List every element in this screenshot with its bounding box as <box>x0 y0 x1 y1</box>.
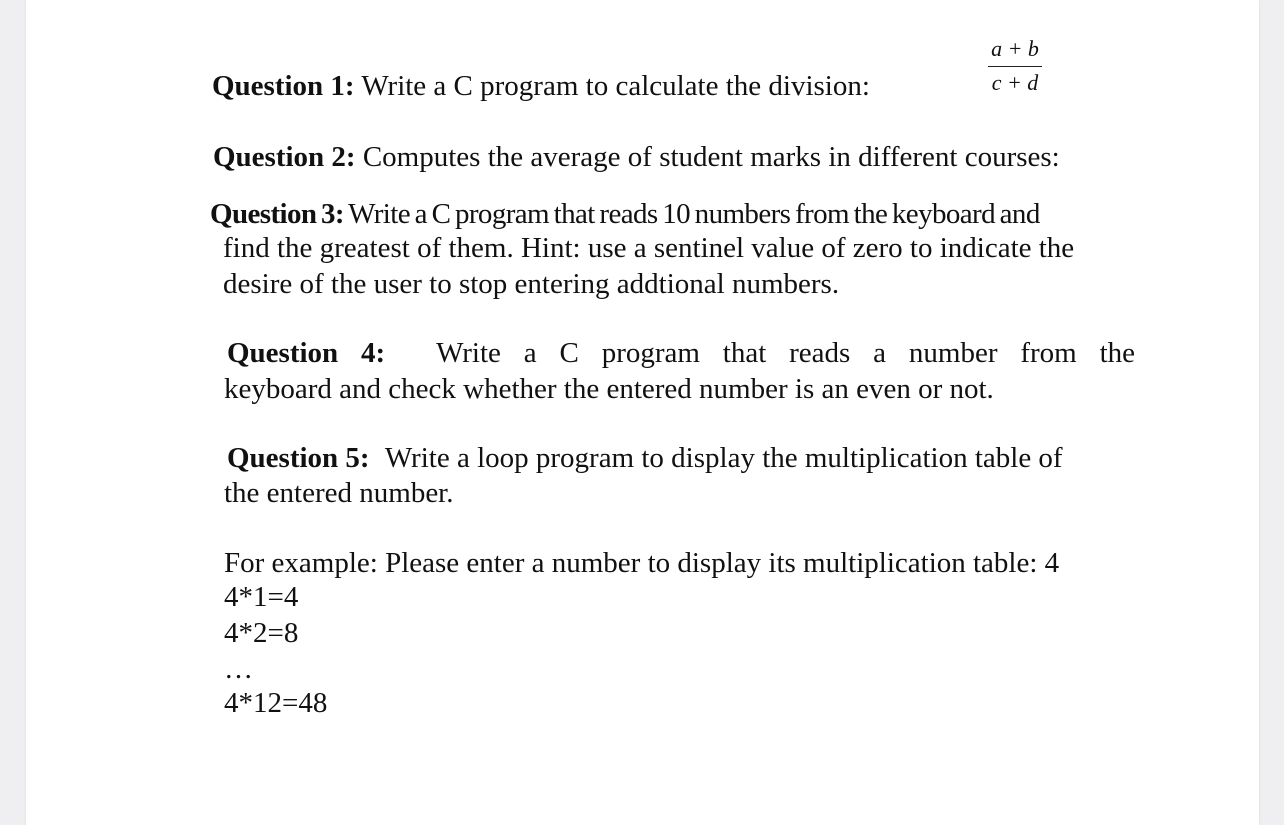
question-1 <box>212 69 870 103</box>
example-ellipsis: … <box>224 653 253 685</box>
fraction-denominator: c + d <box>991 70 1039 95</box>
question-4-text-line-1: Write a C program that reads a number from the <box>436 337 1135 369</box>
question-2 <box>213 140 1060 174</box>
example-row: 4*2=8 <box>224 617 299 649</box>
document-page <box>26 0 1259 825</box>
question-2-label: Question 2: <box>213 141 356 173</box>
question-4-line-1 <box>227 336 1135 371</box>
question-4-line-2: keyboard and check whether the entered number is an even or not. <box>224 373 994 405</box>
question-1-text: Write a C program to calculate the division: <box>361 70 870 102</box>
question-5-label: Question 5: <box>227 442 370 474</box>
question-3-label: Question 3: <box>210 198 344 230</box>
division-fraction <box>988 34 1042 95</box>
question-5-line-2: the entered number. <box>224 477 454 509</box>
question-1-label: Question 1: <box>212 70 355 102</box>
question-3-line-2: find the greatest of them. Hint: use a sentinel value of zero to indicate the <box>223 232 1075 264</box>
example-intro: For example: Please enter a number to display its multiplication table: 4 <box>224 547 1060 579</box>
question-5-text-line-1: Write a loop program to display the multiplication table of <box>384 442 1063 474</box>
question-3-text-line-1: Write a C program that reads 10 numbers from the keyboard and <box>348 198 1040 230</box>
question-4-label: Question 4: <box>227 337 386 369</box>
fraction-bar <box>988 66 1042 67</box>
question-2-text: Computes the average of student marks in different courses: <box>362 141 1060 173</box>
fraction-numerator: a + b <box>991 36 1039 61</box>
question-5-line-1 <box>227 441 1063 475</box>
example-row: 4*12=48 <box>224 687 328 719</box>
example-row: 4*1=4 <box>224 581 299 613</box>
question-3-line-1 <box>210 197 1040 231</box>
question-3-line-3: desire of the user to stop entering addtional numbers. <box>223 268 840 300</box>
